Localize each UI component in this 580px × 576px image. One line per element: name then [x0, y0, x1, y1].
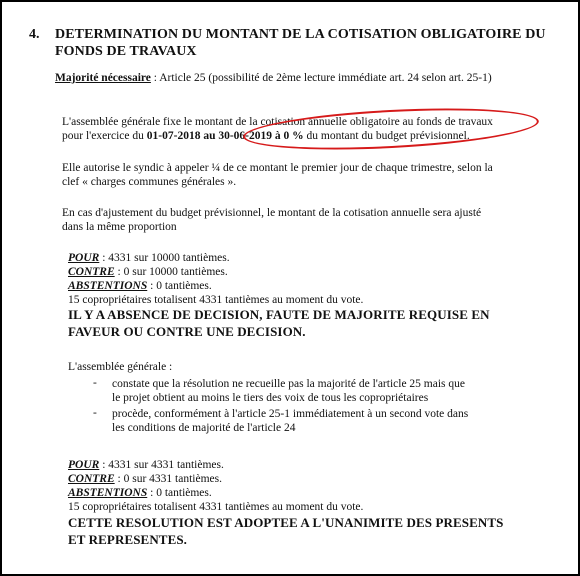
bullet2-line1: procède, conformément à l'article 25-1 immédiatement à un second vote dans [112, 408, 469, 420]
paragraph1-line2 [62, 129, 470, 143]
vote1-contre-text: : 0 sur 10000 tantièmes. [114, 266, 228, 278]
vote2-pour [68, 458, 224, 472]
vote2-pour-text: : 4331 sur 4331 tantièmes. [99, 459, 224, 471]
bullet2-line2: les conditions de majorité de l'article 24 [112, 422, 296, 434]
section-number: 4. [29, 27, 40, 42]
bullet2-mark: - [93, 407, 97, 419]
paragraph2-line1: Elle autorise le syndic à appeler ¼ de ce montant le premier jour de chaque trimestre, selon la [62, 162, 493, 174]
paragraph2-line2: clef « charges communes générales ». [62, 176, 237, 188]
vote2-decision-line2: ET REPRESENTES. [68, 532, 188, 547]
vote2-abstentions [68, 486, 212, 500]
vote1-abst-label: ABSTENTIONS [68, 280, 148, 292]
majority-label: Majorité nécessaire [55, 72, 151, 84]
vote1-pour [68, 251, 230, 265]
vote1-contre-label: CONTRE [68, 266, 115, 278]
vote1-abstentions [68, 279, 212, 293]
assembly-intro: L'assemblée générale : [68, 361, 173, 373]
vote2-abst-label: ABSTENTIONS [68, 487, 148, 499]
paragraph1-prefix: pour l'exercice du [62, 130, 147, 142]
paragraph1-line1: L'assemblée générale fixe le montant de la cotisation annuelle obligatoire au fonds de travaux [62, 116, 493, 128]
majority-text: : Article 25 (possibilité de 2ème lecture immédiate art. 24 selon art. 25-1) [150, 72, 492, 84]
bullet1-line1: constate que la résolution ne recueille pas la majorité de l'article 25 mais que [112, 378, 466, 390]
majority-line [55, 72, 492, 84]
vote1-decision-line1: IL Y A ABSENCE DE DECISION, FAUTE DE MAJORITE REQUISE EN [68, 307, 490, 322]
bullet1-line2: le projet obtient au moins le tiers des voix de tous les copropriétaires [112, 392, 429, 404]
vote1-summary: 15 copropriétaires totalisent 4331 tantièmes au moment du vote. [68, 294, 364, 306]
vote2-abst-text: : 0 tantièmes. [147, 487, 212, 499]
vote1-pour-text: : 4331 sur 10000 tantièmes. [99, 252, 230, 264]
vote1-decision-line2: FAVEUR OU CONTRE UNE DECISION. [68, 324, 306, 339]
paragraph3-line1: En cas d'ajustement du budget prévisionnel, le montant de la cotisation annuelle sera ajusté [62, 207, 482, 219]
vote2-decision-line1: CETTE RESOLUTION EST ADOPTEE A L'UNANIMITE DES PRESENTS [68, 515, 504, 530]
vote2-contre-text: : 0 sur 4331 tantièmes. [114, 473, 222, 485]
paragraph3-line2: dans la même proportion [62, 221, 177, 233]
bullet1-mark: - [93, 377, 97, 389]
section-title-line1: DETERMINATION DU MONTANT DE LA COTISATION OBLIGATOIRE DU [55, 27, 546, 42]
section-title-line2: FONDS DE TRAVAUX [55, 44, 197, 59]
vote2-summary: 15 copropriétaires totalisent 4331 tantièmes au moment du vote. [68, 501, 364, 513]
vote2-contre-label: CONTRE [68, 473, 115, 485]
vote1-abst-text: : 0 tantièmes. [147, 280, 212, 292]
document-page [2, 2, 578, 574]
paragraph1-suffix: du montant du budget prévisionnel. [303, 130, 470, 142]
vote1-contre [68, 265, 228, 279]
paragraph1-bold: 01-07-2018 au 30-06-2019 à 0 % [146, 130, 304, 142]
vote2-pour-label: POUR [68, 459, 100, 471]
vote2-contre [68, 472, 222, 486]
vote1-pour-label: POUR [68, 252, 100, 264]
